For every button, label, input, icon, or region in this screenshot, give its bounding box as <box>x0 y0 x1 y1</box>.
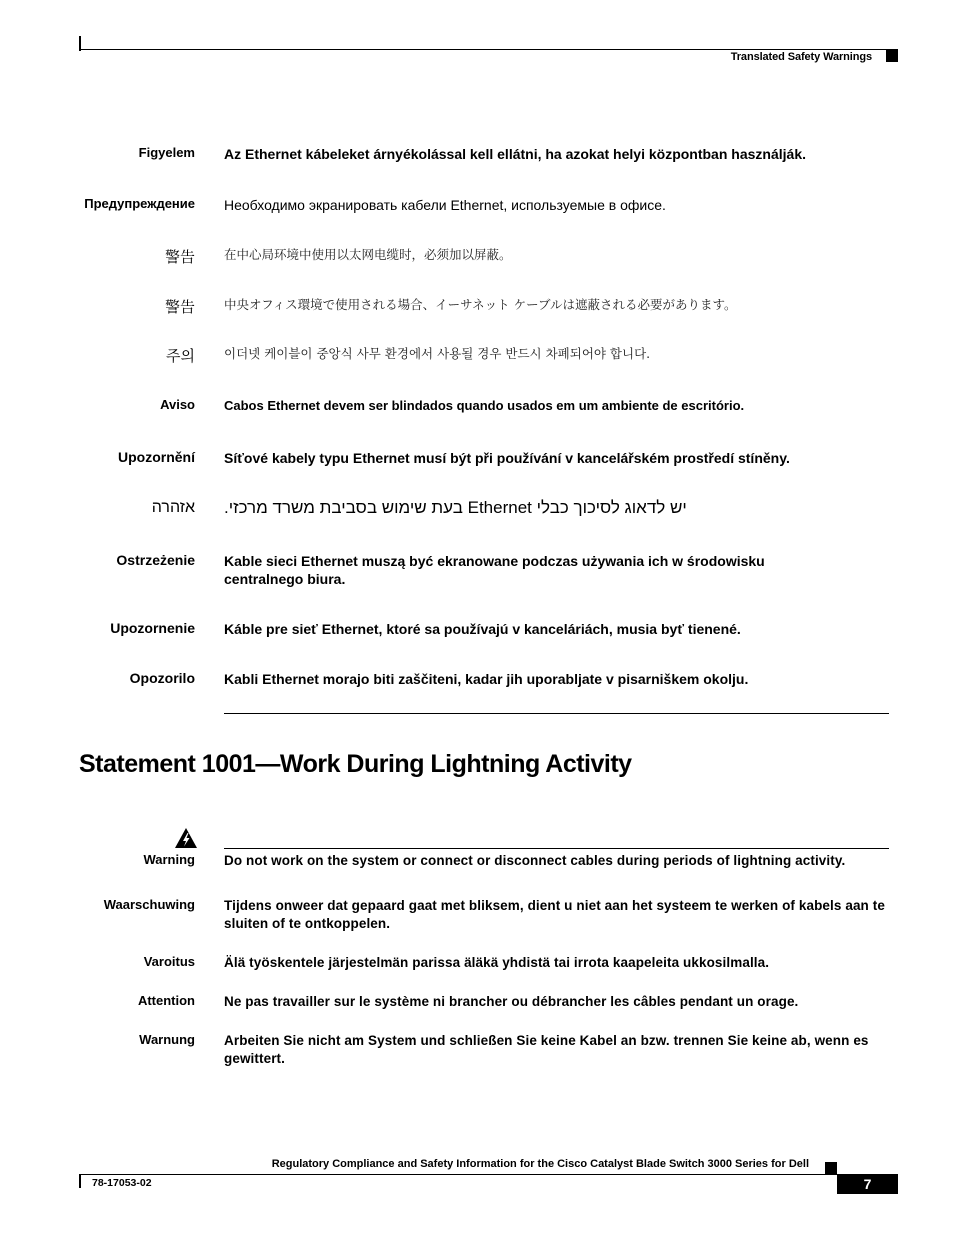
statement-label: Varoitus <box>143 954 195 969</box>
warning-text: 이더넷 케이블이 중앙식 사무 환경에서 사용될 경우 반드시 차폐되어야 합니다. <box>224 346 651 361</box>
statement-text: Tijdens onweer dat gepaard gaat met bliksem, dient u niet aan het systeem te werken of kabels aan te sluiten of te ontkoppelen. <box>224 898 885 931</box>
statement-label: Warnung <box>139 1032 195 1047</box>
footer-document-title: Regulatory Compliance and Safety Information for the Cisco Catalyst Blade Switch 3000 Series for Dell <box>271 1158 809 1170</box>
footer-marker <box>825 1162 837 1174</box>
statement-text: Arbeiten Sie nicht am System und schließen Sie keine Kabel an bzw. trennen Sie keine ab, wenn es gewittert. <box>224 1033 869 1066</box>
warning-label: Opozorilo <box>129 670 195 686</box>
warning-label: 警告 <box>164 299 195 316</box>
statement-label: Warning <box>143 852 195 867</box>
warning-label: Upozornenie <box>110 620 195 636</box>
footer-rule <box>79 1174 898 1175</box>
warning-triangle-icon <box>174 827 198 849</box>
warning-label: Ostrzeżenie <box>116 552 195 568</box>
statement-text: Älä työskentele järjestelmän parissa äläkä yhdistä tai irrota kaapeleita ukkosilmalla. <box>224 955 770 970</box>
statement-text: Do not work on the system or connect or disconnect cables during periods of lightning activity. <box>224 853 846 868</box>
running-header: Translated Safety Warnings <box>730 51 872 63</box>
page-number: 7 <box>837 1174 898 1194</box>
statement-title: Statement 1001—Work During Lightning Activity <box>79 750 632 778</box>
warning-label: Предупреждение <box>84 196 195 211</box>
warning-text: Kabli Ethernet morajo biti zaščiteni, kadar jih uporabljate v pisarniškem okolju. <box>224 671 749 687</box>
footer-rule-vertical <box>79 1174 81 1188</box>
warning-text: Káble pre sieť Ethernet, ktoré sa používajú v kanceláriách, musia byť tienené. <box>224 621 741 637</box>
footer-document-number: 78-17053-02 <box>92 1177 152 1189</box>
header-rule <box>79 49 898 50</box>
warning-label: Upozornění <box>118 449 195 465</box>
warning-text: Необходимо экранировать кабели Ethernet, используемые в офисе. <box>224 197 666 213</box>
warning-label: 警告 <box>164 249 195 266</box>
warning-text: יש לדאוג לסיכוך כבלי Ethernet בעת שימוש בסביבת משרד מרכזי. <box>224 498 687 517</box>
warning-text: Síťové kabely typu Ethernet musí být při používání v kancelářském prostředí stíněny. <box>224 450 790 466</box>
warning-text: Kable sieci Ethernet muszą być ekranowane podczas używania ich w środowisku centralnego biura. <box>224 553 765 587</box>
header-marker <box>886 50 898 62</box>
section-divider <box>224 713 889 714</box>
warning-label: אזהרה <box>151 499 195 516</box>
statement-label: Attention <box>137 993 195 1008</box>
warning-rule <box>224 848 889 849</box>
warning-label: Figyelem <box>138 145 195 160</box>
warning-text: Cabos Ethernet devem ser blindados quando usados em um ambiente de escritório. <box>224 398 745 413</box>
warning-text: 中央オフィス環境で使用される場合、イーサネット ケーブルは遮蔽される必要があります。 <box>224 297 737 312</box>
warning-label: Aviso <box>160 397 195 412</box>
warning-text: 在中心局环境中使用以太网电缆时，必须加以屏蔽。 <box>224 247 512 262</box>
warning-text: Az Ethernet kábeleket árnyékolással kell ellátni, ha azokat helyi központban használják. <box>224 146 806 162</box>
warning-label: 주의 <box>166 348 195 365</box>
statement-text: Ne pas travailler sur le système ni brancher ou débrancher les câbles pendant un orage. <box>224 994 799 1009</box>
statement-label: Waarschuwing <box>103 897 195 912</box>
